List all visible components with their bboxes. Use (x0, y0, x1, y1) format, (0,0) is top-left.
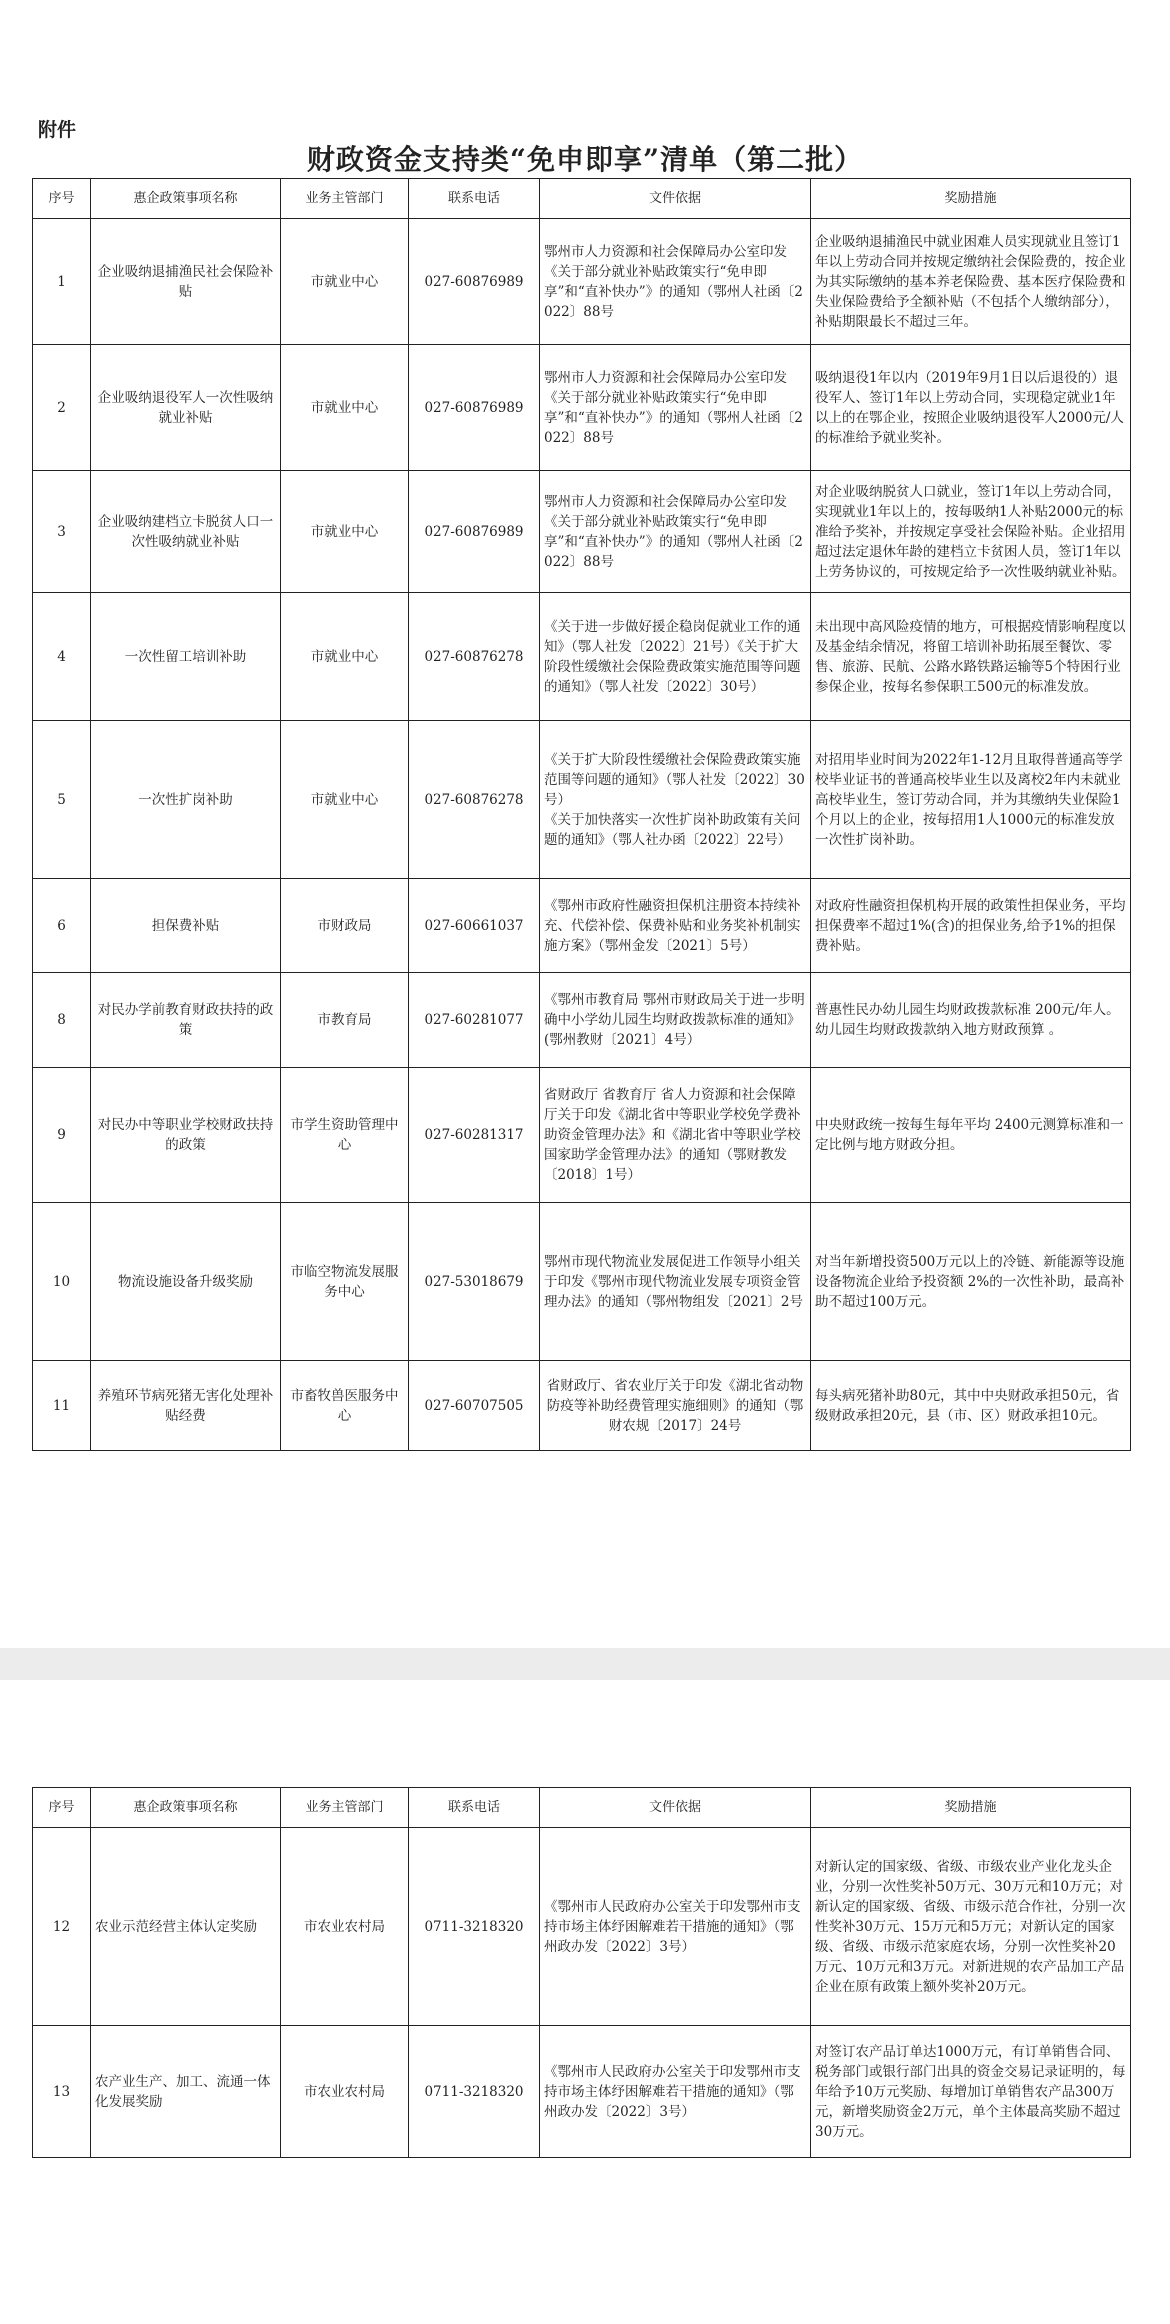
row-phone: 027-60281077 (409, 973, 540, 1068)
row-phone: 027-60281317 (409, 1068, 540, 1203)
header-phone: 联系电话 (409, 1788, 540, 1828)
row-policy-name: 企业吸纳建档立卡脱贫人口一次性吸纳就业补贴 (91, 471, 281, 593)
row-phone: 027-60876989 (409, 471, 540, 593)
row-department: 市财政局 (281, 879, 409, 973)
row-phone: 027-60876989 (409, 219, 540, 345)
table-row (33, 219, 1131, 345)
header-basis: 文件依据 (540, 179, 811, 219)
row-no: 6 (33, 879, 91, 973)
row-phone: 027-60661037 (409, 879, 540, 973)
policy-table (32, 178, 1131, 1451)
row-department: 市教育局 (281, 973, 409, 1068)
row-policy-name: 一次性留工培训补助 (91, 593, 281, 721)
row-reward: 对当年新增投资500万元以上的冷链、新能源等设施设备物流企业给予投资额 2%的一次性补助，最高补助不超过100万元。 (811, 1203, 1131, 1361)
row-department: 市就业中心 (281, 721, 409, 879)
table-row (33, 471, 1131, 593)
row-policy-name: 对民办中等职业学校财政扶持的政策 (91, 1068, 281, 1203)
row-reward: 对招用毕业时间为2022年1-12月且取得普通高等学校毕业证书的普通高校毕业生以及离校2年内未就业高校毕业生，签订劳动合同，并为其缴纳失业保险1个月以上的企业，按每招用1人1000元的标准发放一次性扩岗补助。 (811, 721, 1131, 879)
row-department: 市畜牧兽医服务中心 (281, 1361, 409, 1451)
row-no: 1 (33, 219, 91, 345)
header-basis: 文件依据 (540, 1788, 811, 1828)
row-policy-name: 农业示范经营主体认定奖励 (91, 1828, 281, 2026)
row-policy-name: 企业吸纳退捕渔民社会保险补贴 (91, 219, 281, 345)
row-policy-name: 对民办学前教育财政扶持的政策 (91, 973, 281, 1068)
row-phone: 027-60707505 (409, 1361, 540, 1451)
row-phone: 027-60876989 (409, 345, 540, 471)
row-reward: 吸纳退役1年以内（2019年9月1日以后退役的）退役军人、签订1年以上劳动合同，实现稳定就业1年以上的在鄂企业，按照企业吸纳退役军人2000元/人的标准给予就业奖补。 (811, 345, 1131, 471)
row-phone: 0711-3218320 (409, 2026, 540, 2158)
row-department: 市就业中心 (281, 219, 409, 345)
policy-table-continued (32, 1787, 1131, 2158)
row-reward: 对政府性融资担保机构开展的政策性担保业务，平均担保费率不超过1%(含)的担保业务,给予1%的担保费补贴。 (811, 879, 1131, 973)
row-policy-name: 养殖环节病死猪无害化处理补贴经费 (91, 1361, 281, 1451)
row-no: 10 (33, 1203, 91, 1361)
table-row (33, 1361, 1131, 1451)
row-basis: 《关于进一步做好援企稳岗促就业工作的通知》（鄂人社发〔2022〕21号）《关于扩大阶段性缓缴社会保险费政策实施范围等问题的通知》（鄂人社发〔2022〕30号） (540, 593, 811, 721)
header-department: 业务主管部门 (281, 1788, 409, 1828)
row-no: 5 (33, 721, 91, 879)
table-row (33, 345, 1131, 471)
table-header-row (33, 179, 1131, 219)
row-basis: 鄂州市现代物流业发展促进工作领导小组关于印发《鄂州市现代物流业发展专项资金管理办法》的通知（鄂州物组发〔2021〕2号 (540, 1203, 811, 1361)
table-row (33, 1828, 1131, 2026)
attachment-label: 附件 (38, 119, 77, 141)
row-department: 市学生资助管理中心 (281, 1068, 409, 1203)
row-basis: 省财政厅 省教育厅 省人力资源和社会保障厅关于印发《湖北省中等职业学校免学费补助资金管理办法》和《湖北省中等职业学校国家助学金管理办法》的通知（鄂财教发〔2018〕1号） (540, 1068, 811, 1203)
row-basis: 鄂州市人力资源和社会保障局办公室印发《关于部分就业补贴政策实行“免申即享”和“直补快办”》的通知（鄂州人社函〔2022〕88号 (540, 219, 811, 345)
row-basis: 鄂州市人力资源和社会保障局办公室印发《关于部分就业补贴政策实行“免申即享”和“直补快办”》的通知（鄂州人社函〔2022〕88号 (540, 345, 811, 471)
row-no: 9 (33, 1068, 91, 1203)
document-title: 财政资金支持类“免申即享”清单（第二批） (306, 143, 864, 176)
row-basis: 省财政厅、省农业厅关于印发《湖北省动物防疫等补助经费管理实施细则》的通知（鄂财农规〔2017〕24号 (540, 1361, 811, 1451)
table-row (33, 2026, 1131, 2158)
row-basis: 《鄂州市人民政府办公室关于印发鄂州市支持市场主体纾困解难若干措施的通知》（鄂州政办发〔2022〕3号） (540, 1828, 811, 2026)
table-header-row (33, 1788, 1131, 1828)
header-policy-name: 惠企政策事项名称 (91, 179, 281, 219)
header-phone: 联系电话 (409, 179, 540, 219)
row-phone: 027-60876278 (409, 721, 540, 879)
row-basis: 《鄂州市人民政府办公室关于印发鄂州市支持市场主体纾困解难若干措施的通知》（鄂州政办发〔2022〕3号） (540, 2026, 811, 2158)
row-reward: 企业吸纳退捕渔民中就业困难人员实现就业且签订1年以上劳动合同并按规定缴纳社会保险费的，按企业为其实际缴纳的基本养老保险费、基本医疗保险费和失业保险费给予全额补贴（不包括个人缴纳部分），补贴期限最长不超过三年。 (811, 219, 1131, 345)
row-no: 3 (33, 471, 91, 593)
table-row (33, 593, 1131, 721)
document-page-2 (0, 1680, 1170, 2324)
table-row (33, 973, 1131, 1068)
page-separator (0, 1648, 1170, 1680)
row-no: 8 (33, 973, 91, 1068)
row-phone: 0711-3218320 (409, 1828, 540, 2026)
row-department: 市农业农村局 (281, 2026, 409, 2158)
row-no: 2 (33, 345, 91, 471)
row-reward: 对签订农产品订单达1000万元，有订单销售合同、税务部门或银行部门出具的资金交易记录证明的，每年给予10万元奖励、每增加订单销售农产品300万元，新增奖励资金2万元，单个主体最高奖励不超过30万元。 (811, 2026, 1131, 2158)
row-phone: 027-53018679 (409, 1203, 540, 1361)
header-no: 序号 (33, 1788, 91, 1828)
row-department: 市农业农村局 (281, 1828, 409, 2026)
row-basis: 鄂州市人力资源和社会保障局办公室印发《关于部分就业补贴政策实行“免申即享”和“直补快办”》的通知（鄂州人社函〔2022〕88号 (540, 471, 811, 593)
row-reward: 普惠性民办幼儿园生均财政拨款标准 200元/年人。幼儿园生均财政拨款纳入地方财政预算 。 (811, 973, 1131, 1068)
table-row (33, 1203, 1131, 1361)
row-policy-name: 农产业生产、加工、流通一体化发展奖励 (91, 2026, 281, 2158)
row-no: 4 (33, 593, 91, 721)
row-no: 11 (33, 1361, 91, 1451)
row-no: 12 (33, 1828, 91, 2026)
header-reward: 奖励措施 (811, 1788, 1131, 1828)
row-department: 市临空物流发展服务中心 (281, 1203, 409, 1361)
row-department: 市就业中心 (281, 345, 409, 471)
row-department: 市就业中心 (281, 471, 409, 593)
header-department: 业务主管部门 (281, 179, 409, 219)
row-reward: 中央财政统一按每生每年平均 2400元测算标准和一定比例与地方财政分担。 (811, 1068, 1131, 1203)
row-no: 13 (33, 2026, 91, 2158)
header-no: 序号 (33, 179, 91, 219)
table-row (33, 879, 1131, 973)
row-policy-name: 担保费补贴 (91, 879, 281, 973)
row-policy-name: 企业吸纳退役军人一次性吸纳就业补贴 (91, 345, 281, 471)
row-basis: 《鄂州市教育局 鄂州市财政局关于进一步明确中小学幼儿园生均财政拨款标准的通知》(鄂州教财〔2021〕4号） (540, 973, 811, 1068)
row-department: 市就业中心 (281, 593, 409, 721)
row-reward: 未出现中高风险疫情的地方，可根据疫情影响程度以及基金结余情况，将留工培训补助拓展至餐饮、零售、旅游、民航、公路水路铁路运输等5个特困行业参保企业，按每名参保职工500元的标准发放。 (811, 593, 1131, 721)
header-policy-name: 惠企政策事项名称 (91, 1788, 281, 1828)
row-policy-name: 一次性扩岗补助 (91, 721, 281, 879)
row-basis: 《鄂州市政府性融资担保机注册资本持续补充、代偿补偿、保费补贴和业务奖补机制实施方案》（鄂州金发〔2021〕5号） (540, 879, 811, 973)
header-reward: 奖励措施 (811, 179, 1131, 219)
row-basis: 《关于扩大阶段性缓缴社会保险费政策实施范围等问题的通知》（鄂人社发〔2022〕30号） 《关于加快落实一次性扩岗补助政策有关问题的通知》（鄂人社办函〔2022〕22号） (540, 721, 811, 879)
row-reward: 对企业吸纳脱贫人口就业，签订1年以上劳动合同，实现就业1年以上的，按每吸纳1人补贴2000元的标准给予奖补，并按规定享受社会保险补贴。企业招用超过法定退休年龄的建档立卡贫困人员，签订1年以上劳务协议的，可按规定给予一次性吸纳就业补贴。 (811, 471, 1131, 593)
row-reward: 对新认定的国家级、省级、市级农业产业化龙头企业，分别一次性奖补50万元、30万元和10万元；对新认定的国家级、省级、市级示范合作社，分别一次性奖补30万元、15万元和5万元；对新认定的国家级、省级、市级示范家庭农场，分别一次性奖补20万元、10万元和3万元。对新进规的农产品加工产品企业在原有政策上额外奖补20万元。 (811, 1828, 1131, 2026)
table-row (33, 721, 1131, 879)
row-reward: 每头病死猪补助80元，其中中央财政承担50元，省级财政承担20元，县（市、区）财政承担10元。 (811, 1361, 1131, 1451)
row-policy-name: 物流设施设备升级奖励 (91, 1203, 281, 1361)
row-phone: 027-60876278 (409, 593, 540, 721)
table-row (33, 1068, 1131, 1203)
